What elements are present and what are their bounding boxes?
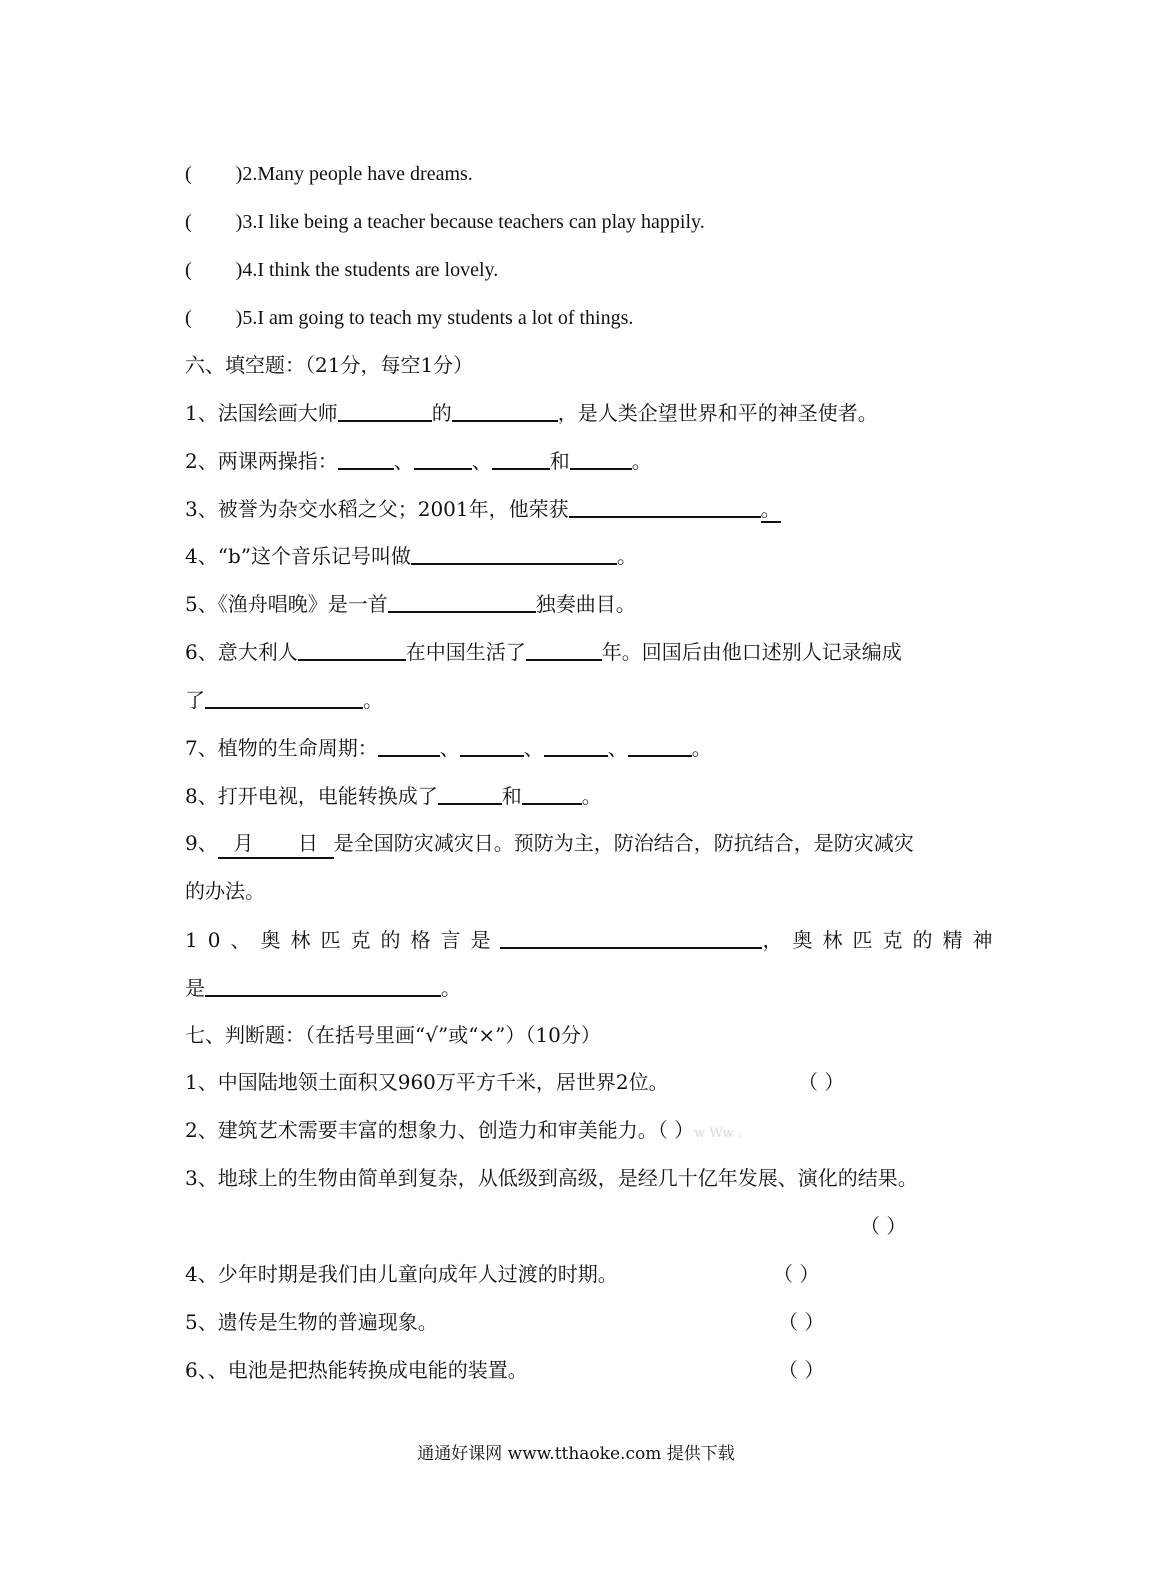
english-item-4: ( )4.I think the students are lovely. — [185, 259, 499, 281]
fill-q7: 7、植物的生命周期： 、 、 、 。 — [185, 733, 712, 762]
watermark-text: w Ww . — [694, 1126, 743, 1141]
fill-q1: 1、法国绘画大师 的 ，是人类企望世界和平的神圣使者。 — [185, 398, 878, 427]
blank[interactable] — [438, 781, 502, 805]
answer-paren[interactable]: （ ） — [860, 1214, 907, 1238]
section6-heading: 六、填空题：（21分，每空1分） — [185, 353, 474, 377]
fill-q2: 2、两课两操指： 、 、 和 。 — [185, 446, 652, 475]
fill-q4: 4、“b”这个音乐记号叫做 。 — [185, 541, 637, 570]
blank[interactable] — [569, 494, 761, 518]
blank[interactable] — [452, 398, 558, 422]
english-item-3: ( )3.I like being a teacher because teachers can play happily. — [185, 211, 705, 233]
blank[interactable] — [492, 446, 550, 470]
blank[interactable] — [411, 541, 617, 565]
blank[interactable] — [544, 733, 608, 757]
judge-q4: 4、少年时期是我们由儿童向成年人过渡的时期。 — [185, 1262, 618, 1286]
blank[interactable] — [628, 733, 692, 757]
blank[interactable] — [378, 733, 440, 757]
blank[interactable] — [338, 446, 394, 470]
answer-paren[interactable]: （ ） — [778, 1310, 825, 1334]
blank[interactable] — [298, 637, 406, 661]
judge-q1: 1、中国陆地领土面积又960万平方千米，居世界2位。 — [185, 1070, 669, 1094]
fill-q6: 6、意大利人 在中国生活了 年。回国后由他口述别人记录编成 — [185, 637, 902, 666]
blank[interactable] — [338, 398, 432, 422]
blank[interactable] — [205, 973, 441, 997]
answer-paren[interactable]: （ ） — [773, 1262, 820, 1286]
section7-heading: 七、判断题：（在括号里画“√”或“×”）（10分） — [185, 1023, 601, 1047]
blank[interactable] — [526, 637, 602, 661]
blank[interactable] — [500, 925, 762, 949]
fill-q9: 9、 月 日 是全国防灾减灾日。预防为主，防治结合，防抗结合，是防灾减灾 — [185, 829, 914, 859]
judge-q2: 2、建筑艺术需要丰富的想象力、创造力和审美能力。（ ）w Ww . — [185, 1118, 743, 1142]
fill-q5: 5、《渔舟唱晚》是一首 独奏曲目。 — [185, 589, 636, 618]
english-item-2: ( )2.Many people have dreams. — [185, 163, 473, 185]
fill-q8: 8、打开电视，电能转换成了 和 。 — [185, 781, 602, 810]
answer-paren[interactable]: （ ） — [798, 1070, 845, 1094]
blank[interactable] — [414, 446, 472, 470]
blank[interactable] — [205, 685, 363, 709]
blank[interactable] — [460, 733, 524, 757]
date-blank[interactable]: 月 日 — [218, 829, 334, 859]
blank[interactable] — [570, 446, 632, 470]
fill-q10-cont: 是 。 — [185, 973, 461, 1002]
judge-q6: 6、、电池是把热能转换成电能的装置。 — [185, 1358, 528, 1382]
fill-q10: 10、奥林匹克的格言是 ，奥林匹克的精神 — [185, 925, 1002, 954]
answer-paren[interactable]: （ ） — [778, 1358, 825, 1382]
blank[interactable] — [388, 589, 536, 613]
page-footer: 通通好课网 www.tthaoke.com 提供下载 — [417, 1444, 735, 1464]
blank[interactable] — [522, 781, 582, 805]
judge-q3: 3、地球上的生物由简单到复杂，从低级到高级，是经几十亿年发展、演化的结果。 — [185, 1166, 918, 1190]
fill-q3: 3、被誉为杂交水稻之父；2001年，他荣获 。 — [185, 494, 781, 523]
judge-q5: 5、遗传是生物的普遍现象。 — [185, 1310, 438, 1334]
fill-q9-cont: 的办法。 — [185, 879, 265, 903]
fill-q6-cont: 了 。 — [185, 685, 383, 714]
english-item-5: ( )5.I am going to teach my students a lot of things. — [185, 307, 634, 329]
